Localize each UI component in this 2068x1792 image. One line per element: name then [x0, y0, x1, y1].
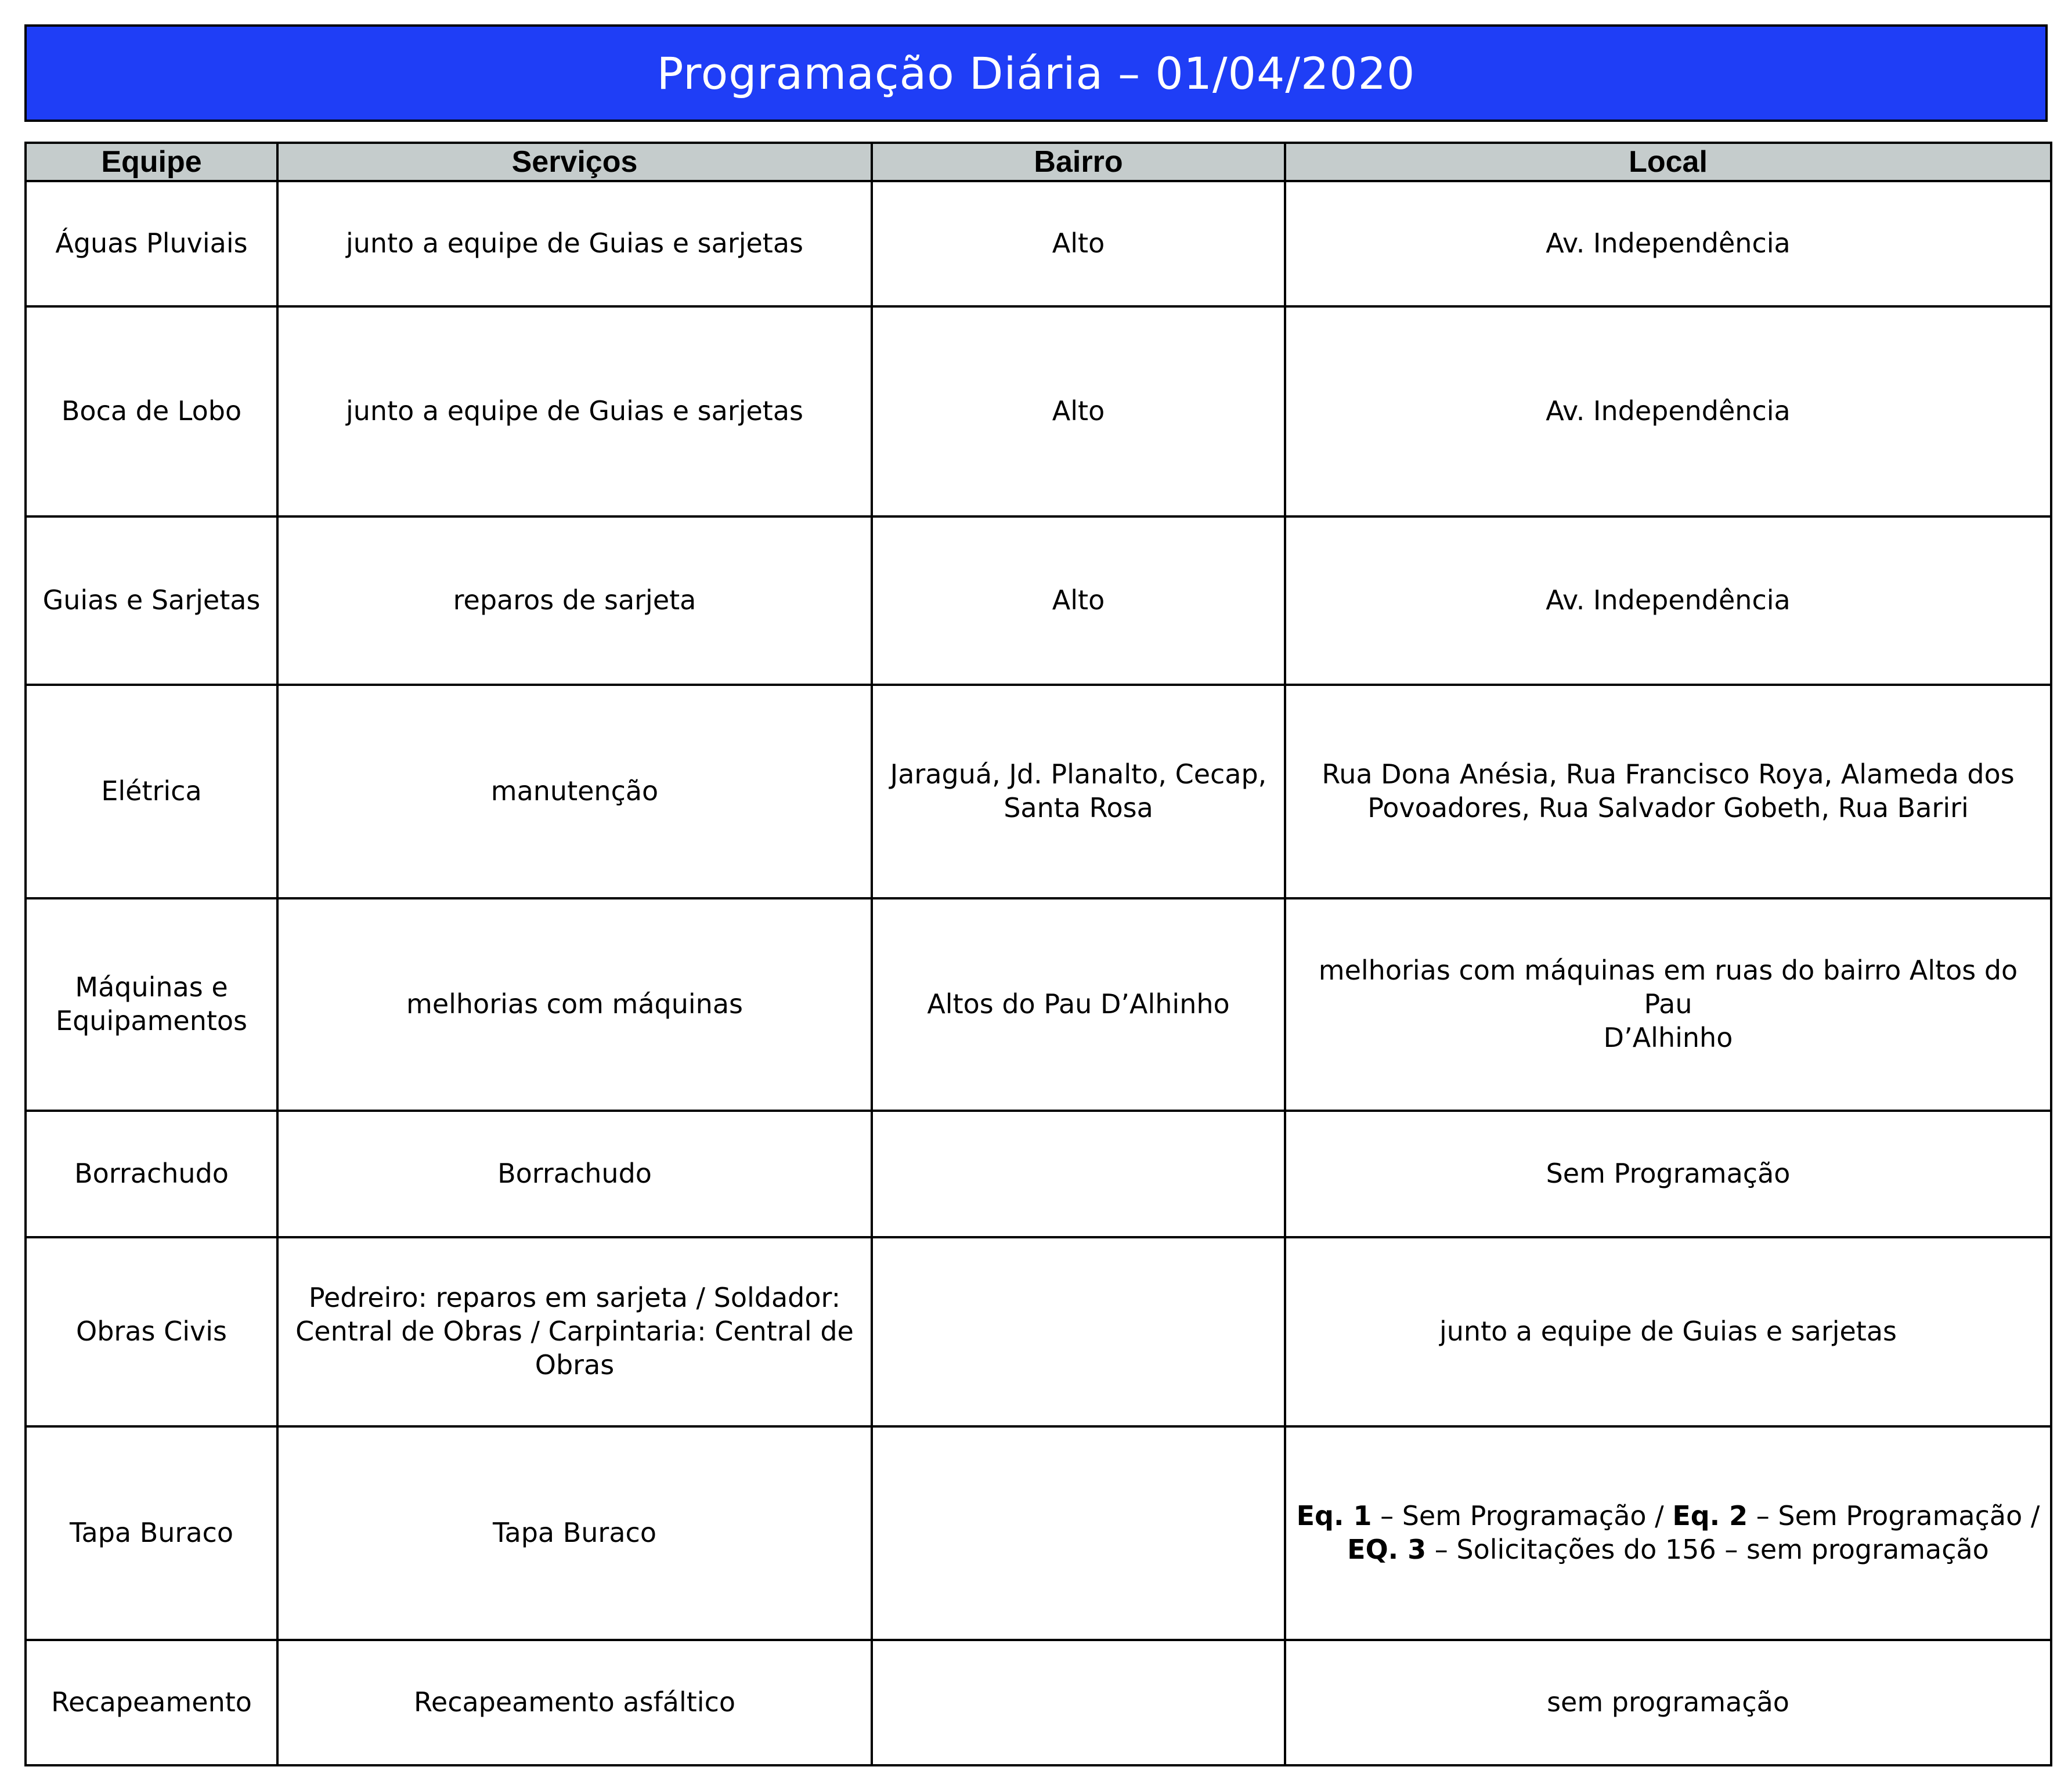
column-header-equipe: Equipe: [26, 143, 277, 181]
cell-equipe: [26, 181, 277, 306]
cell-text: junto a equipe de Guias e sarjetas: [346, 395, 803, 427]
cell-text: Pedreiro: reparos em sarjeta / Soldador: Central de Obras / Carpintaria: Central de Obras: [295, 1282, 854, 1381]
table-row: [26, 1640, 2051, 1765]
cell-text: Recapeamento asfáltico: [414, 1686, 735, 1718]
cell-equipe: [26, 1426, 277, 1640]
tapa-buraco-line-1: [1292, 1500, 2044, 1533]
cell-text: Alto: [1052, 584, 1105, 616]
cell-servicos: [277, 1111, 872, 1237]
cell-text: Boca de Lobo: [61, 395, 242, 427]
cell-text: Av. Independência: [1546, 395, 1791, 427]
cell-text: Borrachudo: [74, 1158, 229, 1190]
cell-servicos: [277, 516, 872, 685]
cell-text: Sem Programação: [1546, 1158, 1791, 1190]
cell-text: Rua Dona Anésia, Rua Francisco Roya, Alameda dos Povoadores, Rua Salvador Gobeth, Rua Bariri: [1322, 758, 2015, 823]
cell-text: junto a equipe de Guias e sarjetas: [1439, 1316, 1897, 1347]
cell-text: Obras Civis: [76, 1316, 227, 1347]
cell-text: Jaraguá, Jd. Planalto, Cecap, Santa Rosa: [890, 758, 1267, 823]
cell-equipe: [26, 1640, 277, 1765]
cell-local: [1285, 1111, 2051, 1237]
cell-text: Tapa Buraco: [493, 1517, 656, 1549]
cell-local: [1285, 898, 2051, 1111]
page-title: Programação Diária – 01/04/2020: [656, 47, 1416, 99]
table-row: [26, 1237, 2051, 1426]
eq2-label: Eq. 2: [1672, 1500, 1748, 1532]
cell-servicos: [277, 1426, 872, 1640]
eq1-label: Eq. 1: [1296, 1500, 1372, 1532]
cell-equipe: [26, 1237, 277, 1426]
cell-bairro: [872, 306, 1285, 516]
cell-bairro: [872, 1111, 1285, 1237]
cell-servicos: [277, 181, 872, 306]
cell-local: [1285, 1426, 2051, 1640]
cell-local: [1285, 181, 2051, 306]
eq1-text: – Sem Programação /: [1372, 1500, 1673, 1532]
cell-text: Borrachudo: [497, 1158, 652, 1190]
cell-bairro: [872, 516, 1285, 685]
title-bar: [24, 24, 2048, 122]
cell-equipe: [26, 516, 277, 685]
cell-bairro: [872, 898, 1285, 1111]
cell-servicos: [277, 685, 872, 898]
cell-text: Alto: [1052, 395, 1105, 427]
cell-equipe: [26, 1111, 277, 1237]
eq2-text: – Sem Programação /: [1748, 1500, 2040, 1532]
cell-text: Tapa Buraco: [70, 1517, 233, 1549]
column-header-local: Local: [1285, 143, 2051, 181]
eq3-text: – Solicitações do 156 – sem programação: [1426, 1534, 1989, 1565]
cell-servicos: [277, 306, 872, 516]
cell-text: Av. Independência: [1546, 584, 1791, 616]
cell-servicos: [277, 898, 872, 1111]
column-header-servicos: Serviços: [277, 143, 872, 181]
cell-local: [1285, 685, 2051, 898]
cell-bairro: [872, 181, 1285, 306]
cell-text: Altos do Pau D’Alhinho: [927, 988, 1230, 1020]
cell-equipe: [26, 306, 277, 516]
cell-text: Alto: [1052, 227, 1105, 259]
cell-text: junto a equipe de Guias e sarjetas: [346, 227, 803, 259]
cell-equipe: [26, 685, 277, 898]
cell-text: Águas Pluviais: [55, 227, 248, 259]
cell-equipe: [26, 898, 277, 1111]
cell-text: manutenção: [490, 775, 659, 807]
table-row: [26, 181, 2051, 306]
cell-text: Recapeamento: [51, 1686, 252, 1718]
table-row: [26, 306, 2051, 516]
cell-text: reparos de sarjeta: [453, 584, 696, 616]
cell-text: sem programação: [1547, 1686, 1789, 1718]
table-row: [26, 685, 2051, 898]
cell-bairro: [872, 1426, 1285, 1640]
eq3-label: EQ. 3: [1347, 1534, 1427, 1565]
cell-local: [1285, 306, 2051, 516]
table-row: [26, 1111, 2051, 1237]
table-row: [26, 898, 2051, 1111]
cell-servicos: [277, 1640, 872, 1765]
cell-local: [1285, 1237, 2051, 1426]
header-row: [26, 143, 2051, 181]
schedule-table: [24, 142, 2052, 1766]
cell-text: Av. Independência: [1546, 227, 1791, 259]
cell-local: [1285, 516, 2051, 685]
cell-text: Máquinas e Equipamentos: [56, 971, 247, 1036]
cell-local: [1285, 1640, 2051, 1765]
table-row: [26, 516, 2051, 685]
cell-bairro: [872, 1640, 1285, 1765]
cell-text: melhorias com máquinas em ruas do bairro Altos do Pau D’Alhinho: [1318, 955, 2018, 1053]
cell-bairro: [872, 1237, 1285, 1426]
cell-servicos: [277, 1237, 872, 1426]
cell-bairro: [872, 685, 1285, 898]
cell-text: Elétrica: [101, 775, 202, 807]
cell-text: Guias e Sarjetas: [42, 584, 261, 616]
table-row: [26, 1426, 2051, 1640]
tapa-buraco-line-2: [1292, 1533, 2044, 1567]
cell-text: melhorias com máquinas: [406, 988, 743, 1020]
column-header-bairro: Bairro: [872, 143, 1285, 181]
